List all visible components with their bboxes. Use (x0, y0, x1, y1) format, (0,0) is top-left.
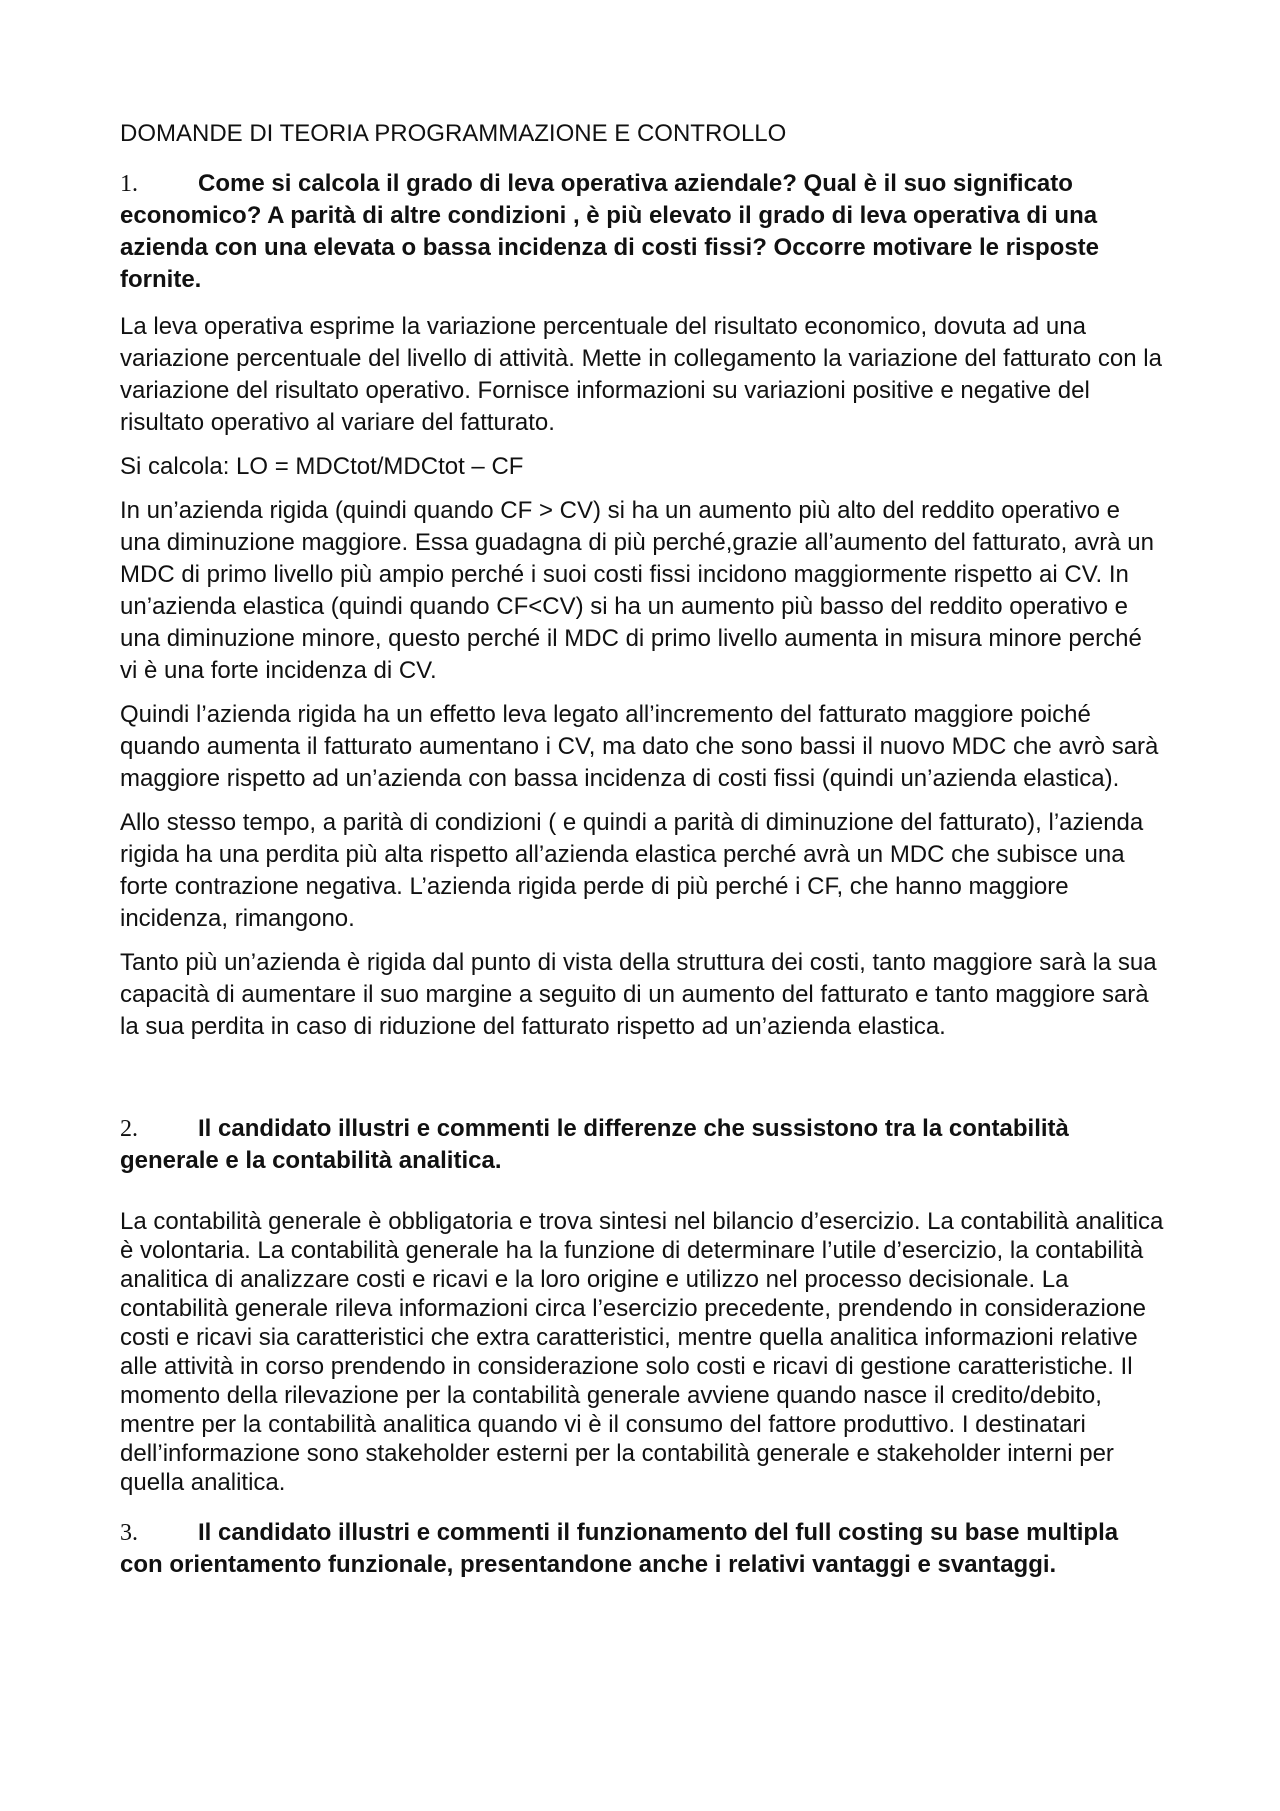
question-3-number: 3. (120, 1520, 138, 1546)
question-2-number: 2. (120, 1116, 138, 1142)
answer-1-paragraph-4: Quindi l’azienda rigida ha un effetto leva legato all’incremento del fatturato maggiore poiché quando aumenta il fatturato aumentano i CV, ma dato che sono bassi il nuovo MDC che avrò sarà maggiore rispetto ad un’azienda con bassa incidenza di costi fissi (quindi un’azienda elastica). (120, 701, 1159, 792)
answer-1-paragraph-6: Tanto più un’azienda è rigida dal punto di vista della struttura dei costi, tanto maggiore sarà la sua capacità di aumentare il suo margine a seguito di un aumento del fatturato e tanto maggiore sarà la sua perdita in caso di riduzione del fatturato rispetto ad un’azienda elastica. (120, 949, 1157, 1040)
question-3 (120, 1517, 1165, 1581)
question-2 (120, 1113, 1165, 1177)
question-2-text: Il candidato illustri e commenti le differenze che sussistono tra la contabilità generale e la contabilità analitica. (120, 1115, 1069, 1174)
question-1 (120, 168, 1165, 296)
question-1-text: Come si calcola il grado di leva operativa aziendale? Qual è il suo significato economico? A parità di altre condizioni , è più elevato il grado di leva operativa di una azienda con una elevata o bassa incidenza di costi fissi? Occorre motivare le risposte fornite. (120, 170, 1100, 293)
answer-1-paragraph-5: Allo stesso tempo, a parità di condizioni ( e quindi a parità di diminuzione del fatturato), l’azienda rigida ha una perdita più alta rispetto all’azienda elastica perché avrà un MDC che subisce una forte contrazione negativa. L’azienda rigida perde di più perché i CF, che hanno maggiore incidenza, rimangono. (120, 809, 1144, 932)
answer-1-paragraph-2: Si calcola: LO = MDCtot/MDCtot – CF (120, 453, 524, 480)
answer-2-paragraph: La contabilità generale è obbligatoria e trova sintesi nel bilancio d’esercizio. La contabilità analitica è volontaria. La contabilità generale ha la funzione di determinare l’utile d’esercizio, la contabilità analitica di analizzare costi e ricavi e la loro origine e utilizzo nel processo decisionale. La contabilità generale rileva informazioni circa l’esercizio precedente, prendendo in considerazione costi e ricavi sia caratteristici che extra caratteristici, mentre quella analitica informazioni relative alle attività in corso prendendo in considerazione solo costi e ricavi di gestione caratteristiche. Il momento della rilevazione per la contabilità generale avviene quando nasce il credito/debito, mentre per la contabilità analitica quando vi è il consumo del fattore produttivo. I destinatari dell’informazione sono stakeholder esterni per la contabilità generale e stakeholder interni per quella analitica. (120, 1208, 1164, 1496)
question-3-text: Il candidato illustri e commenti il funzionamento del full costing su base multipla con orientamento funzionale, presentandone anche i relativi vantaggi e svantaggi. (120, 1519, 1119, 1578)
answer-1-paragraph-3: In un’azienda rigida (quindi quando CF > CV) si ha un aumento più alto del reddito operativo e una diminuzione maggiore. Essa guadagna di più perché,grazie all’aumento del fatturato, avrà un MDC di primo livello più ampio perché i suoi costi fissi incidono maggiormente rispetto ai CV. In un’azienda elastica (quindi quando CF<CV) si ha un aumento più basso del reddito operativo e una diminuzione minore, questo perché il MDC di primo livello aumenta in misura minore perché vi è una forte incidenza di CV. (120, 497, 1154, 684)
document-title: DOMANDE DI TEORIA PROGRAMMAZIONE E CONTROLLO (120, 120, 787, 147)
document-page (120, 118, 1165, 1581)
question-1-number: 1. (120, 171, 138, 197)
answer-1-paragraph-1: La leva operativa esprime la variazione percentuale del risultato economico, dovuta ad una variazione percentuale del livello di attività. Mette in collegamento la variazione del fatturato con la variazione del risultato operativo. Fornisce informazioni su variazioni positive e negative del risultato operativo al variare del fatturato. (120, 313, 1162, 436)
